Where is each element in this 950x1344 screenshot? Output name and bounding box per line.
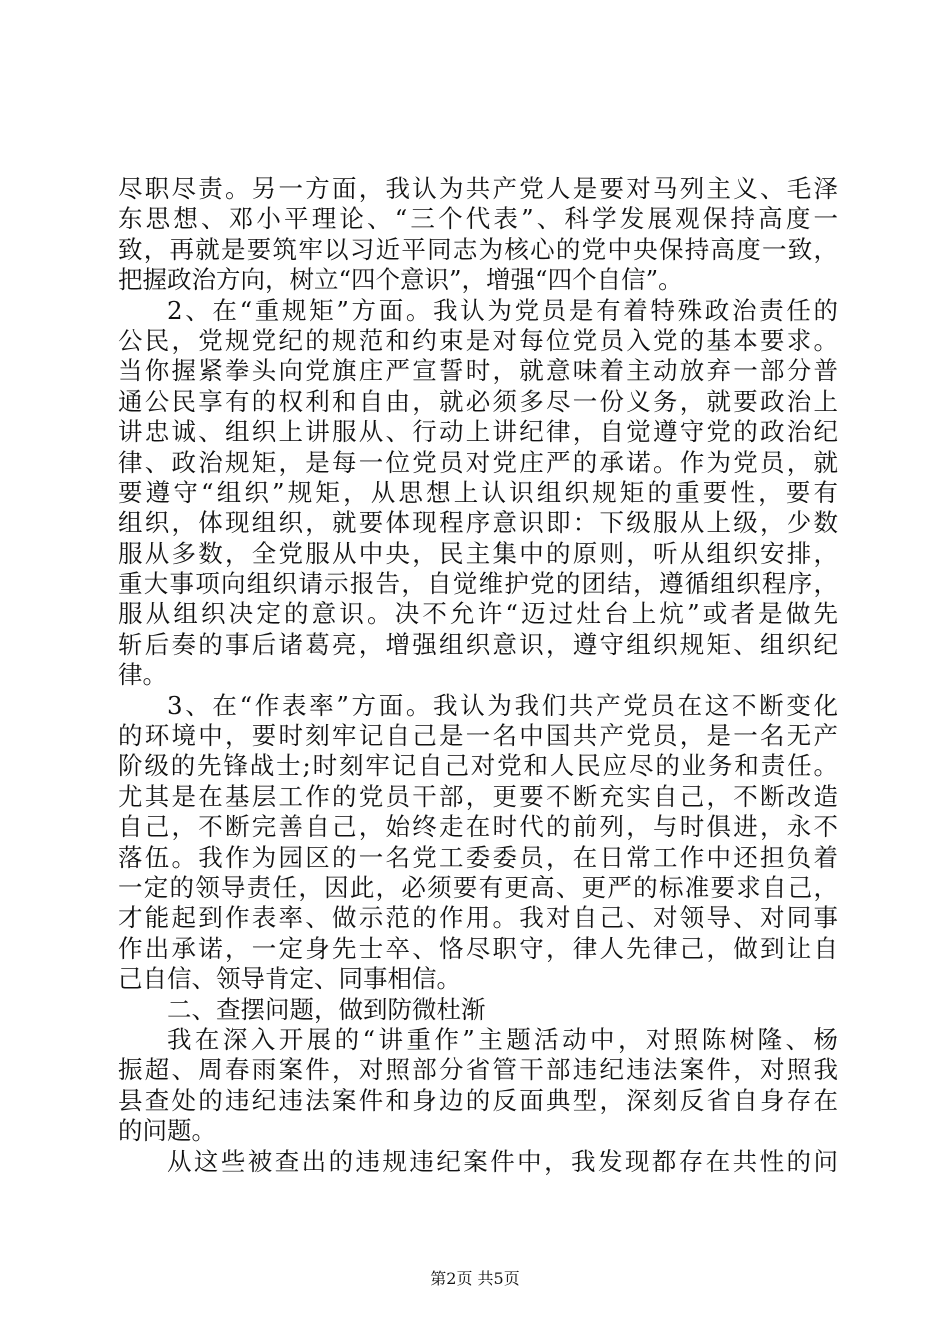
text-line: 公民，党规党纪的规范和约束是对每位党员入党的基本要求。	[118, 325, 838, 355]
text-line: 3、在“作表率”方面。我认为我们共产党员在这不断变化	[167, 690, 838, 720]
text-line: 把握政治方向，树立“四个意识”，增强“四个自信”。	[118, 265, 683, 295]
document-body	[118, 174, 838, 1177]
text-line: 讲忠诚、组织上讲服从、行动上讲纪律，自觉遵守党的政治纪	[118, 417, 838, 447]
text-line: 自己，不断完善自己，始终走在时代的前列，与时俱进，永不	[118, 812, 838, 842]
text-line: 一定的领导责任，因此，必须要有更高、更严的标准要求自己，	[118, 872, 838, 902]
text-line: 阶级的先锋战士;时刻牢记自己对党和人民应尽的业务和责任。	[118, 751, 838, 781]
text-line: 尤其是在基层工作的党员干部，更要不断充实自己，不断改造	[118, 781, 838, 811]
text-line: 当你握紧拳头向党旗庄严宣誓时，就意味着主动放弃一部分普	[118, 356, 838, 386]
text-line: 作出承诺，一定身先士卒、恪尽职守，律人先律己，做到让自	[118, 933, 838, 963]
text-line: 服从多数，全党服从中央，民主集中的原则，听从组织安排，	[118, 538, 838, 568]
text-line: 从这些被查出的违规违纪案件中，我发现都存在共性的问	[167, 1146, 838, 1176]
text-line: 组织，体现组织，就要体现程序意识即：下级服从上级，少数	[118, 508, 838, 538]
page-footer: 第2页 共5页	[430, 1269, 520, 1288]
text-line: 致，再就是要筑牢以习近平同志为核心的党中央保持高度一致，	[118, 234, 838, 264]
text-line: 己自信、领导肯定、同事相信。	[118, 964, 461, 994]
text-line: 的环境中，要时刻牢记自己是一名中国共产党员，是一名无产	[118, 721, 838, 751]
text-line: 通公民享有的权利和自由，就必须多尽一份义务，就要政治上	[118, 386, 838, 416]
text-line: 二、查摆问题，做到防微杜渐	[167, 994, 486, 1024]
text-line: 重大事项向组织请示报告，自觉维护党的团结，遵循组织程序，	[118, 569, 838, 599]
text-line: 斩后奏的事后诸葛亮，增强组织意识，遵守组织规矩、组织纪	[118, 629, 838, 659]
text-line: 的问题。	[118, 1116, 216, 1146]
text-line: 落伍。我作为园区的一名党工委委员，在日常工作中还担负着	[118, 842, 838, 872]
text-line: 律。	[118, 660, 167, 690]
text-line: 服从组织决定的意识。决不允许“迈过灶台上炕”或者是做先	[118, 599, 838, 629]
text-line: 县查处的违纪违法案件和身边的反面典型，深刻反省自身存在	[118, 1085, 838, 1115]
text-line: 东思想、邓小平理论、“三个代表”、科学发展观保持高度一	[118, 204, 838, 234]
text-line: 2、在“重规矩”方面。我认为党员是有着特殊政治责任的	[167, 295, 838, 325]
text-line: 律、政治规矩，是每一位党员对党庄严的承诺。作为党员，就	[118, 447, 838, 477]
text-line: 才能起到作表率、做示范的作用。我对自己、对领导、对同事	[118, 903, 838, 933]
text-line: 振超、周春雨案件，对照部分省管干部违纪违法案件，对照我	[118, 1055, 838, 1085]
text-line: 尽职尽责。另一方面，我认为共产党人是要对马列主义、毛泽	[118, 174, 838, 203]
text-line: 我在深入开展的“讲重作”主题活动中，对照陈树隆、杨	[167, 1024, 838, 1054]
text-line: 要遵守“组织”规矩，从思想上认识组织规矩的重要性，要有	[118, 477, 838, 507]
